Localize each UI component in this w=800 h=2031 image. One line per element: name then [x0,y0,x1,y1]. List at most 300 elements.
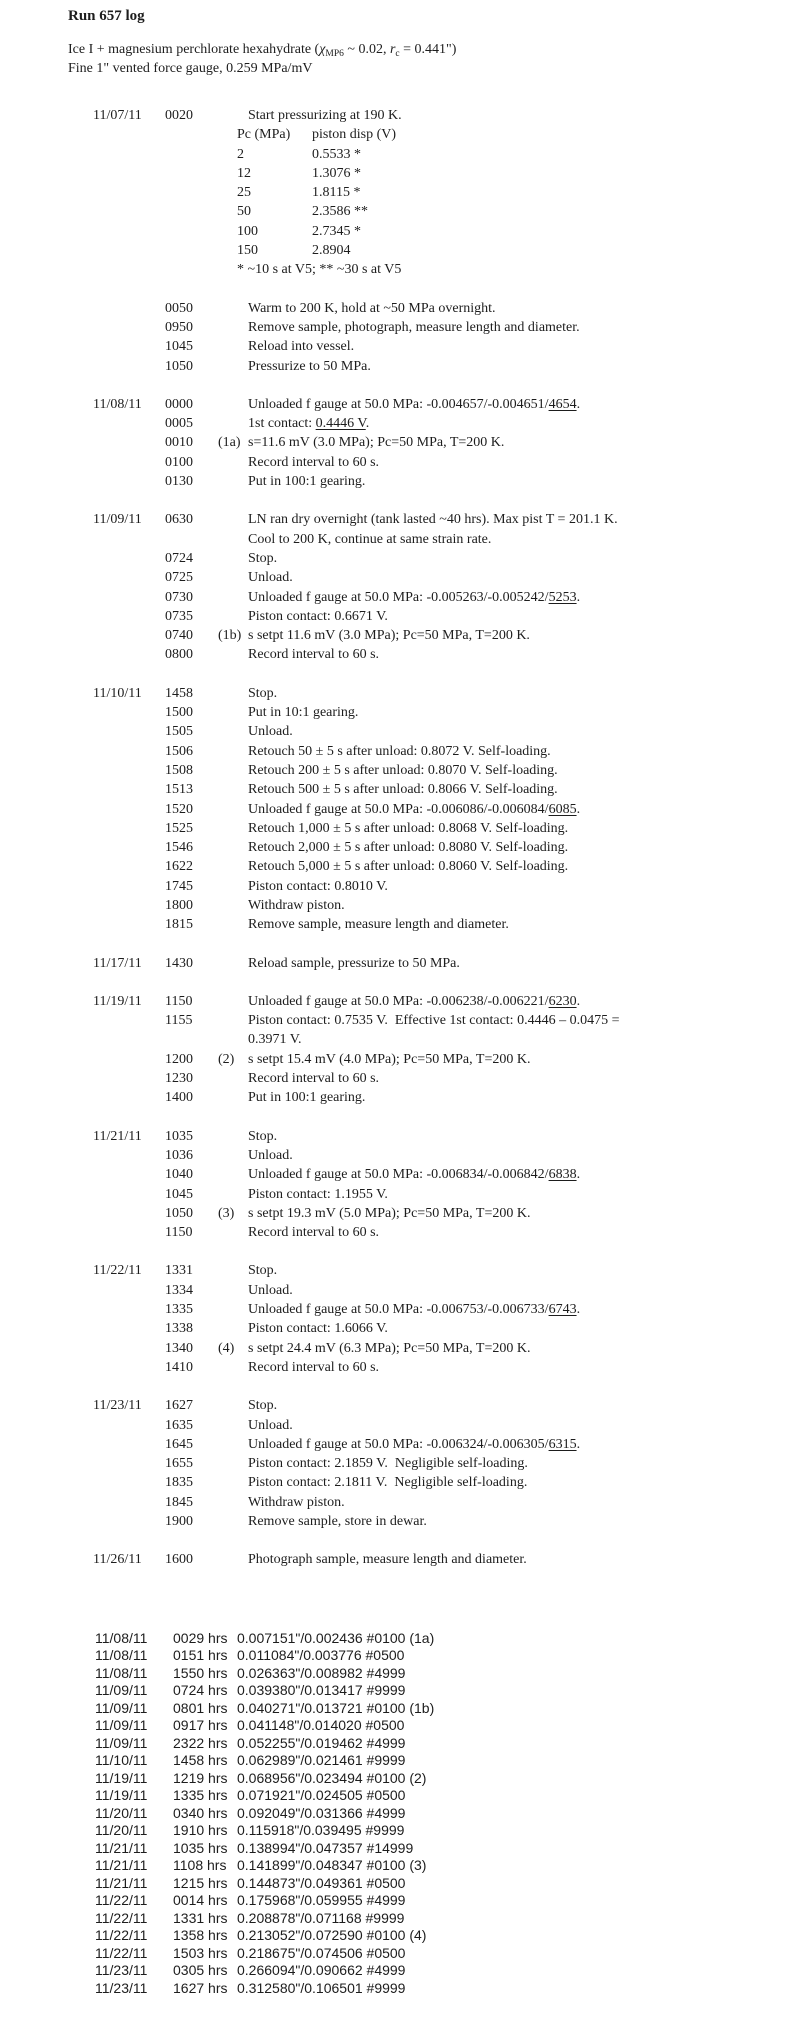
log-group [0,395,800,491]
log-text: Record interval to 60 s. [248,454,380,470]
log-tag [218,1281,248,1300]
log-group [0,106,800,280]
pc-value: 150 [237,243,258,259]
log-row [0,433,800,452]
log-date [93,645,165,664]
log-text: Stop. [248,1128,278,1144]
data-time: 0029 hrs [173,1629,228,1646]
log-time: 1500 [165,705,193,721]
data-value: 0.041148"/0.014020 #0500 [237,1717,405,1734]
log-tag [218,1416,248,1435]
log-row [0,819,800,838]
log-text: Retouch 50 ± 5 s after unload: 0.8072 V. Self-loading. [248,743,551,759]
data-date: 11/21/11 [95,1839,148,1856]
log-group [0,992,800,1108]
log-date [93,1204,165,1223]
log-text: Reload into vessel. [248,339,355,355]
log-time: 1627 [165,1398,193,1414]
underlined-value: 6743 [548,1302,577,1318]
log-group [0,684,800,935]
log-text: Retouch 500 ± 5 s after unload: 0.8066 V. Self-loading. [248,782,558,798]
log-text: Retouch 200 ± 5 s after unload: 0.8070 V. Self-loading. [248,762,558,778]
log-date [93,1030,165,1049]
log-date [93,318,165,337]
log-time: 1546 [165,840,193,856]
data-list-row [0,1787,800,1805]
log-row [0,915,800,934]
log-time: 0800 [165,647,193,663]
data-date: 11/08/11 [95,1647,148,1664]
log-row [0,645,800,664]
data-list-row [0,1927,800,1945]
log-tag [218,703,248,722]
log-tag [218,877,248,896]
log-time: 0950 [165,319,193,335]
data-list-row [0,1700,800,1718]
data-value: 0.312580"/0.106501 #9999 [237,1979,406,1996]
log-date [93,568,165,587]
log-tag [218,106,248,125]
log-text: s setpt 15.4 mV (4.0 MPa); Pc=50 MPa, T=200 K. [248,1051,531,1067]
log-row [0,1300,800,1319]
data-list-row [0,1630,800,1648]
log-date [93,1050,165,1069]
log-time: 1508 [165,762,193,778]
data-date: 11/22/11 [95,1892,148,1909]
log-tag [218,530,248,549]
force-gauge-line: Fine 1" vented force gauge, 0.259 MPa/mV [68,61,313,76]
log-tag [218,915,248,934]
log-row [0,1339,800,1358]
log-tag [218,1512,248,1531]
log-tag [218,1454,248,1473]
log-tag: (4) [218,1340,235,1356]
log-text: Withdraw piston. [248,1494,345,1510]
log-time: 1155 [165,1013,193,1029]
log-time: 1230 [165,1071,193,1087]
piston-disp-value: 0.5533 * [312,146,361,162]
log-date: 11/19/11 [93,993,142,1009]
log-date [93,838,165,857]
log-row [0,1165,800,1184]
data-date: 11/09/11 [95,1717,148,1734]
data-value: 0.208878"/0.071168 #9999 [237,1909,405,1926]
log-text: Unloaded f gauge at 50.0 MPa: -0.006834/-0.006842/6838. [248,1167,581,1183]
log-text: s setpt 19.3 mV (5.0 MPa); Pc=50 MPa, T=200 K. [248,1205,531,1221]
log-text: Record interval to 60 s. [248,1225,380,1241]
log-tag [218,838,248,857]
log-row [0,857,800,876]
log-tag [218,1396,248,1415]
log-text: s setpt 24.4 mV (6.3 MPa); Pc=50 MPa, T=200 K. [248,1340,531,1356]
log-date: 11/22/11 [93,1263,142,1279]
underlined-value: 6315 [548,1436,577,1452]
data-time: 1550 hrs [173,1664,228,1681]
log-date: 11/23/11 [93,1398,142,1414]
log-group [0,954,800,973]
log-date: 11/07/11 [93,108,142,123]
data-list-row [0,1770,800,1788]
log-time: 1622 [165,859,193,875]
log-date: 11/21/11 [93,1128,142,1144]
data-time: 1503 hrs [173,1944,228,1961]
log-text: Unloaded f gauge at 50.0 MPa: -0.006753/-0.006733/6743. [248,1302,581,1318]
log-time: 1900 [165,1514,193,1529]
log-text: Piston contact: 0.7535 V. Effective 1st contact: 0.4446 – 0.0475 = [248,1013,620,1029]
data-time: 1335 hrs [173,1787,228,1804]
log-text: Retouch 5,000 ± 5 s after unload: 0.8060 V. Self-loading. [248,859,569,875]
log-tag [218,954,248,973]
data-date: 11/21/11 [95,1874,148,1891]
log-tag [218,1300,248,1319]
log-time: 0005 [165,416,193,432]
underlined-value: 6838 [548,1167,577,1183]
log-text: Piston contact: 1.1955 V. [248,1186,388,1202]
log-time: 1458 [165,685,193,701]
sample-description [68,40,800,78]
data-list-row [0,1980,800,1998]
log-tag [218,761,248,780]
data-list-row [0,1910,800,1928]
log-time: 1035 [165,1128,193,1144]
log-group [0,299,800,376]
data-list-row [0,1665,800,1683]
data-list-row [0,1945,800,1963]
log-time: 0740 [165,628,193,644]
log-time: 1036 [165,1147,193,1163]
log-time: 0130 [165,474,193,490]
log-tag [218,549,248,568]
piston-disp-value: 2.7345 * [312,223,361,239]
log-date [93,1339,165,1358]
data-time: 1627 hrs [173,1979,228,1996]
data-value: 0.062989"/0.021461 #9999 [237,1752,406,1769]
log-tag: (3) [218,1205,235,1221]
log-time: 1430 [165,955,193,971]
log-text: Piston contact: 2.1811 V. Negligible self-loading. [248,1475,528,1491]
log-time [165,1030,218,1049]
data-value: 0.007151"/0.002436 #0100 (1a) [237,1629,435,1646]
log-tag [218,472,248,491]
log-tag [218,1435,248,1454]
log-time: 0000 [165,396,193,412]
log-time: 0050 [165,300,193,316]
log-row [0,1281,800,1300]
data-value: 0.115918"/0.039495 #9999 [237,1822,405,1839]
log-tag: (1a) [218,435,241,451]
data-value: 0.026363"/0.008982 #4999 [237,1664,406,1681]
log-time: 1815 [165,917,193,933]
log-row [0,1204,800,1223]
data-time: 0801 hrs [173,1699,228,1716]
log-time [165,530,218,549]
log-date [93,530,165,549]
log-date [93,433,165,452]
log-text: s setpt 11.6 mV (3.0 MPa); Pc=50 MPa, T=200 K. [248,628,530,644]
underlined-value: 6230 [548,993,577,1009]
data-value: 0.218675"/0.074506 #0500 [237,1944,406,1961]
table-row [237,241,800,260]
log-time: 1334 [165,1282,193,1298]
log-row [0,1319,800,1338]
data-time: 0340 hrs [173,1804,228,1821]
pressure-displacement-table [237,125,800,279]
data-date: 11/08/11 [95,1664,148,1681]
log-text: Pressurize to 50 MPa. [248,358,371,374]
log-date [93,1146,165,1165]
log-date [93,1358,165,1377]
log-text: Unloaded f gauge at 50.0 MPa: -0.005263/-0.005242/5253. [248,589,581,605]
log-date [93,1435,165,1454]
log-tag [218,645,248,664]
log-date [93,588,165,607]
log-row [0,1050,800,1069]
log-group [0,1550,800,1569]
log-row [0,607,800,626]
log-tag [218,1319,248,1338]
data-time: 1215 hrs [173,1874,228,1891]
pc-value: 100 [237,223,258,239]
data-value: 0.175968"/0.059955 #4999 [237,1892,406,1909]
data-value: 0.011084"/0.003776 #0500 [237,1647,405,1664]
data-time: 0724 hrs [173,1682,228,1699]
log-time: 1410 [165,1359,193,1375]
log-time: 1340 [165,1340,193,1356]
log-time: 0724 [165,550,193,566]
data-time: 0305 hrs [173,1962,228,1979]
log-row [0,1358,800,1377]
data-value: 0.092049"/0.031366 #4999 [237,1804,406,1821]
log-tag [218,299,248,318]
log-time: 1050 [165,358,193,374]
log-text: Cool to 200 K, continue at same strain rate. [248,531,492,547]
log-date [93,549,165,568]
log-text: 1st contact: 0.4446 V. [248,416,370,432]
log-tag [218,1358,248,1377]
data-value: 0.266094"/0.090662 #4999 [237,1962,406,1979]
piston-disp-value: 2.8904 [312,243,351,259]
data-list-row [0,1752,800,1770]
log-time: 1655 [165,1456,193,1472]
log-row [0,954,800,973]
log-time: 1600 [165,1552,193,1568]
log-date [93,1011,165,1030]
log-text: Unloaded f gauge at 50.0 MPa: -0.004657/-0.004651/4654. [248,396,581,412]
data-list-row [0,1840,800,1858]
log-text: Unloaded f gauge at 50.0 MPa: -0.006086/-0.006084/6085. [248,801,581,817]
log-date [93,1223,165,1242]
log-date [93,337,165,356]
log-text: 0.3971 V. [248,1032,302,1048]
log-row [0,357,800,376]
log-tag [218,1146,248,1165]
data-list-row [0,1682,800,1700]
log-date: 11/08/11 [93,396,142,412]
log-text: Piston contact: 1.6066 V. [248,1321,388,1337]
log-tag [218,1069,248,1088]
log-time: 1331 [165,1263,193,1279]
log-tag [218,453,248,472]
log-tag [218,992,248,1011]
log-time: 1645 [165,1436,193,1452]
log-text: Put in 100:1 gearing. [248,474,366,490]
data-date: 11/19/11 [95,1787,148,1804]
log-tag [218,1165,248,1184]
pc-column-header: Pc (MPa) [237,127,291,143]
data-time: 1331 hrs [173,1909,228,1926]
log-row [0,530,800,549]
log-text: Put in 10:1 gearing. [248,705,359,721]
log-text: Unloaded f gauge at 50.0 MPa: -0.006238/-0.006221/6230. [248,993,581,1009]
log-tag [218,780,248,799]
data-date: 11/21/11 [95,1857,148,1874]
data-time: 1910 hrs [173,1822,228,1839]
data-list-row [0,1822,800,1840]
log-row [0,761,800,780]
log-row [0,877,800,896]
log-group [0,1261,800,1377]
log-row [0,568,800,587]
log-time: 1745 [165,878,193,894]
log-text: Piston contact: 2.1859 V. Negligible self-loading. [248,1456,528,1472]
log-text: Retouch 2,000 ± 5 s after unload: 0.8080 V. Self-loading. [248,840,569,856]
pc-value: 25 [237,185,251,201]
data-time: 1108 hrs [173,1857,227,1874]
table-header-row [237,125,800,144]
log-row [0,299,800,318]
log-tag [218,607,248,626]
log-date [93,472,165,491]
log-tag: (2) [218,1051,235,1067]
log-date [93,857,165,876]
log-tag [218,1030,248,1049]
piston-disp-column-header: piston disp (V) [312,127,396,143]
log-row [0,703,800,722]
log-text: Unload. [248,1147,293,1163]
log-date [93,1512,165,1531]
data-value: 0.068956"/0.023494 #0100 (2) [237,1769,427,1786]
log-date [93,626,165,645]
log-time: 1050 [165,1205,193,1221]
data-date: 11/22/11 [95,1909,148,1926]
log-text: Piston contact: 0.6671 V. [248,608,388,624]
log-time: 1150 [165,993,193,1009]
log-text: Warm to 200 K, hold at ~50 MPa overnight. [248,300,496,316]
log-text: Record interval to 60 s. [248,1359,380,1375]
data-date: 11/23/11 [95,1962,148,1979]
log-tag [218,1185,248,1204]
log-row [0,1435,800,1454]
log-row [0,1088,800,1107]
log-row [0,742,800,761]
log-row [0,106,800,125]
data-date: 11/09/11 [95,1699,148,1716]
log-text: Stop. [248,1263,278,1279]
log-tag: (1b) [218,628,242,644]
log-time: 1150 [165,1225,193,1241]
log-tag [218,742,248,761]
data-list-row [0,1875,800,1893]
log-row [0,453,800,472]
log-text: Start pressurizing at 190 K. [248,108,402,123]
data-time: 1219 hrs [173,1769,228,1786]
underlined-value: 5253 [548,589,577,605]
data-date: 11/08/11 [95,1629,148,1646]
log-text: Photograph sample, measure length and diameter. [248,1552,527,1568]
table-footnote: * ~10 s at V5; ** ~30 s at V5 [237,262,402,278]
log-date [93,1281,165,1300]
log-date [93,896,165,915]
log-text: LN ran dry overnight (tank lasted ~40 hrs). Max pist T = 201.1 K. [248,512,618,528]
log-row [0,684,800,703]
log-date [93,1319,165,1338]
log-row [0,1454,800,1473]
log-date: 11/10/11 [93,685,142,701]
sample-composition-line: Ice I + magnesium perchlorate hexahydrate ($\chi_{MP6}$ ~ 0.02, $r_c$ = 0.441") [68,42,457,59]
log-row [0,588,800,607]
data-date: 11/09/11 [95,1734,148,1751]
data-value: 0.052255"/0.019462 #4999 [237,1734,406,1751]
log-row [0,1146,800,1165]
log-text: Stop. [248,550,278,566]
log-date: 11/26/11 [93,1552,142,1568]
log-date [93,1473,165,1492]
log-text: Unloaded f gauge at 50.0 MPa: -0.006324/-0.006305/6315. [248,1436,581,1452]
log-tag [218,414,248,433]
log-row [0,337,800,356]
log-row [0,896,800,915]
log-time: 0730 [165,589,193,605]
log-row [0,800,800,819]
data-value: 0.213052"/0.072590 #0100 (4) [237,1927,427,1944]
log-time: 0100 [165,454,193,470]
log-entries [0,106,800,1570]
piston-disp-value: 1.3076 * [312,165,361,181]
log-tag [218,357,248,376]
log-row [0,1512,800,1531]
data-date: 11/22/11 [95,1944,148,1961]
data-value: 0.039380"/0.013417 #9999 [237,1682,406,1699]
log-text: Stop. [248,1398,278,1414]
log-date [93,780,165,799]
log-text: Put in 100:1 gearing. [248,1090,366,1106]
log-time: 1800 [165,897,193,913]
log-time: 0020 [165,108,193,123]
log-text: Stop. [248,685,278,701]
log-row [0,318,800,337]
log-row [0,1550,800,1569]
data-time: 0917 hrs [173,1717,228,1734]
piston-disp-value: 2.3586 ** [312,204,368,220]
data-date: 11/20/11 [95,1804,148,1821]
log-tag [218,819,248,838]
data-list-row [0,1892,800,1910]
log-tag [218,1493,248,1512]
log-row [0,549,800,568]
data-value: 0.141899"/0.048347 #0100 (3) [237,1857,427,1874]
log-text: Remove sample, store in dewar. [248,1514,427,1529]
log-tag [218,684,248,703]
log-time: 0010 [165,435,193,451]
table-row [237,202,800,221]
log-date [93,1416,165,1435]
log-text: Retouch 1,000 ± 5 s after unload: 0.8068 V. Self-loading. [248,820,569,836]
data-date: 11/23/11 [95,1979,148,1996]
log-text: Unload. [248,570,293,586]
log-tag [218,337,248,356]
table-row [237,222,800,241]
log-date [93,703,165,722]
